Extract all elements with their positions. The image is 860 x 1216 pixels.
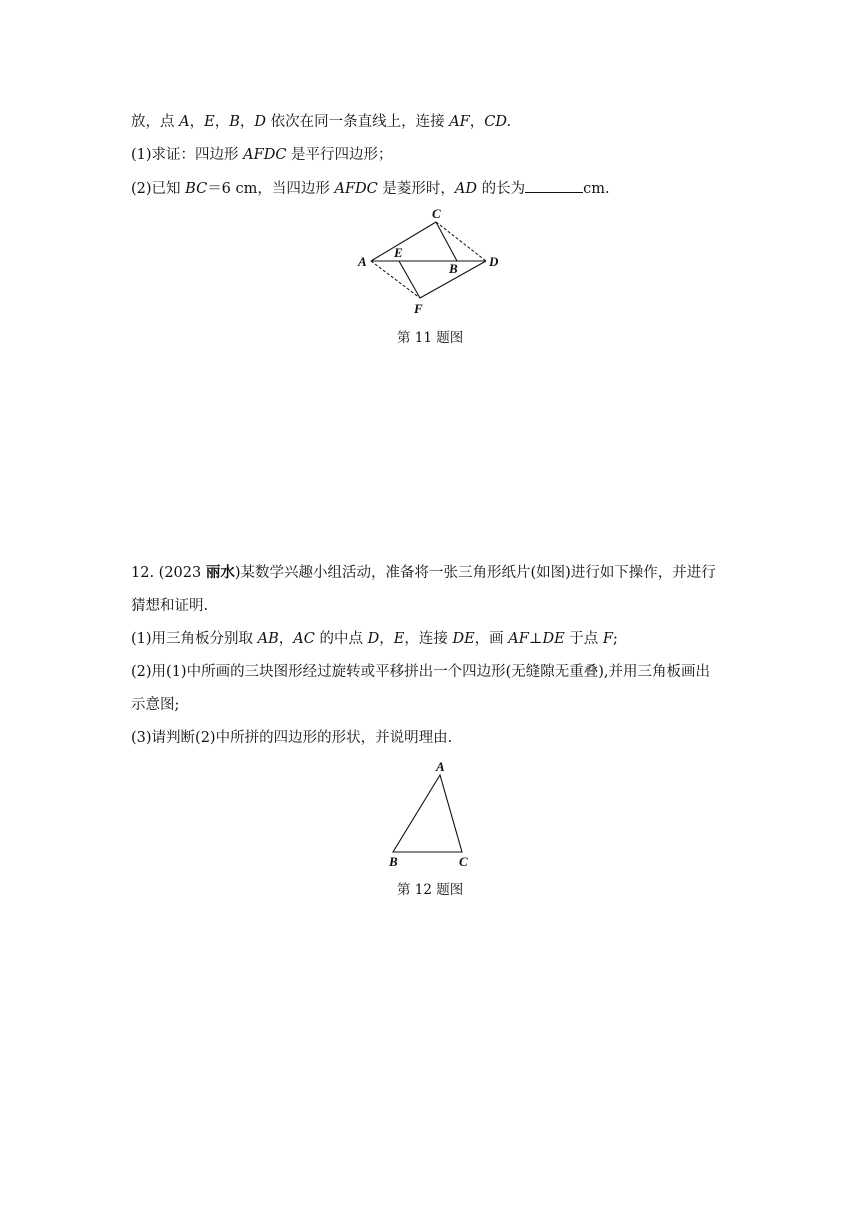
label-c: C (459, 854, 468, 869)
segment-cd-dashed (436, 222, 486, 261)
text: 12. (2023 (131, 565, 206, 581)
var-f: F (602, 631, 613, 647)
var-af: AF (449, 114, 470, 130)
text: ， (469, 114, 485, 130)
q12-line2: 猜想和证明. (131, 598, 209, 614)
q11-figure (350, 200, 510, 320)
var-cd: CD. (484, 114, 512, 130)
segment-cb (436, 222, 457, 261)
var-afdc: AFDC (334, 181, 378, 197)
var-afdc: AFDC (243, 147, 287, 163)
text: 是平行四边形； (286, 147, 393, 163)
var-bc: BC (185, 181, 208, 197)
text: ＝6 cm，当四边形 (207, 181, 335, 197)
var-d: D (367, 631, 380, 647)
q12-part1 (131, 629, 618, 649)
text: ， (379, 631, 394, 647)
q12-caption: 第 12 题图 (397, 882, 464, 898)
q11-part2 (131, 178, 610, 199)
var-af: AF (508, 631, 529, 647)
label-c: C (432, 206, 441, 221)
text: ; (612, 631, 618, 647)
text: ， (278, 631, 294, 647)
label-a: A (436, 759, 445, 774)
q12-figure (380, 755, 480, 870)
text: ， (189, 114, 205, 130)
text: ， (214, 114, 230, 130)
text: 于点 (564, 631, 603, 647)
text: )某数学兴趣小组活动，准备将一张三角形纸片(如图)进行如下操作，并进行 (234, 565, 716, 581)
text: ， (239, 114, 255, 130)
q12-part3: (3)请判断(2)中所拼的四边形的形状，并说明理由. (131, 730, 453, 746)
text: cm. (583, 181, 610, 197)
label-b: B (449, 261, 458, 276)
var-d: D (254, 114, 266, 130)
text: ，连接 (404, 631, 453, 647)
segment-af-dashed (371, 261, 420, 298)
segment-ac (371, 222, 436, 261)
var-a: A (179, 114, 190, 130)
var-e: E (204, 114, 215, 130)
q11-intro-line (131, 112, 511, 132)
var-e: E (393, 631, 405, 647)
var-ac: AC (293, 631, 315, 647)
var-ad: AD (454, 181, 477, 197)
label-d: D (489, 254, 499, 269)
text: 的中点 (314, 631, 368, 647)
text: 的长为 (477, 181, 526, 197)
var-ab: AB (257, 631, 279, 647)
text: 是菱形时， (377, 181, 455, 197)
label-a: A (358, 254, 367, 269)
q12-line1 (131, 563, 716, 583)
perpendicular-symbol: ⊥ (528, 631, 543, 647)
q12-part2-line1: (2)用(1)中所画的三块图形经过旋转或平移拼出一个四边形(无缝隙无重叠),并用三角板画出 (131, 664, 710, 680)
text: 放，点 (131, 114, 180, 130)
text: (1)求证：四边形 (131, 147, 244, 163)
text: ，画 (474, 631, 509, 647)
text: (2)已知 (131, 181, 186, 197)
label-f: F (414, 301, 423, 316)
var-de: DE (452, 631, 475, 647)
q11-caption: 第 11 题图 (397, 330, 464, 346)
answer-blank[interactable] (525, 178, 583, 193)
triangle-abc (393, 775, 462, 852)
text: 依次在同一条直线上，连接 (265, 114, 450, 130)
label-b: B (389, 854, 398, 869)
q11-part1 (131, 145, 393, 165)
source-label: 丽水 (205, 564, 235, 581)
segment-ef (399, 261, 420, 298)
text: (1)用三角板分别取 (131, 631, 258, 647)
var-b: B (229, 114, 240, 130)
var-de: DE (542, 631, 565, 647)
q12-part2-line2: 示意图; (131, 697, 180, 713)
label-e: E (394, 245, 403, 260)
